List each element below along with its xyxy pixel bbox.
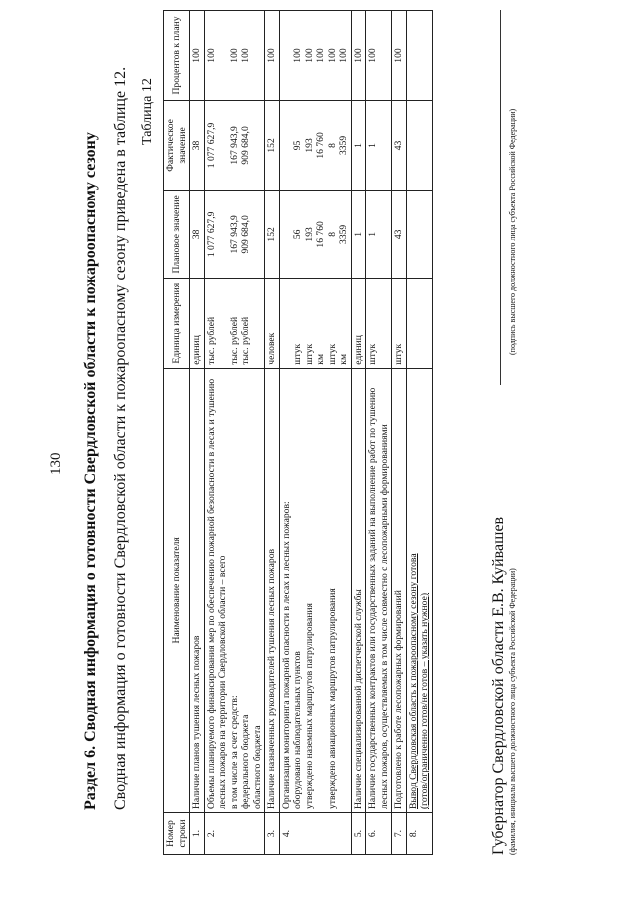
unit-line: тыс. рублей <box>240 316 251 365</box>
unit-line: тыс. рублей <box>228 316 240 365</box>
signature-line <box>500 10 501 385</box>
cell-num: 7. <box>392 813 407 855</box>
cell-num: 3. <box>265 813 280 855</box>
name-line: Подготовлено к работе лесопожарных формирований <box>393 590 404 810</box>
unit-line: км <box>338 353 349 365</box>
cell-name <box>351 368 366 812</box>
header-cell: Фактическое значение <box>164 100 190 190</box>
fact-line: 38 <box>191 140 202 151</box>
fact-line: 16 760 <box>315 132 326 159</box>
name-line: (готов/ограниченно готов/не готов – указать нужное) <box>419 592 430 810</box>
pct-line: 100 <box>352 48 364 63</box>
subtitle: Сводная информация о готовности Свердловской области к пожароопасному сезону приведена в таблице 12. <box>112 66 129 810</box>
cell-unit <box>279 278 351 368</box>
fact-line: 193 <box>303 138 315 153</box>
cell-unit <box>190 278 205 368</box>
cell-fact <box>366 100 392 190</box>
plan-line: 16 760 <box>315 221 326 248</box>
name-line: Вывод Свердловская область к пожароопасному сезону готова <box>407 553 419 810</box>
plan-line: 1 <box>352 231 364 237</box>
table-row <box>279 11 351 855</box>
name-line: утверждено наземных маршрутов патрулирования <box>303 603 315 810</box>
table-row <box>406 11 432 855</box>
cell-pct <box>204 11 265 101</box>
cell-plan <box>265 190 280 278</box>
cell-fact <box>351 100 366 190</box>
unit-line: тыс. рублей <box>205 316 217 365</box>
fact-line: 1 077 627,9 <box>205 122 217 169</box>
plan-line: 8 <box>326 231 338 237</box>
pct-line: 100 <box>292 48 303 63</box>
header-cell: Плановое значение <box>164 190 190 278</box>
cell-pct <box>279 11 351 101</box>
readiness-table <box>163 10 433 855</box>
fact-line <box>281 104 293 187</box>
unit-line: штук <box>292 343 303 365</box>
cell-unit <box>366 278 392 368</box>
page-number: 130 <box>48 452 64 475</box>
table-row <box>351 11 366 855</box>
table-label: Таблица 12 <box>140 78 155 145</box>
plan-line: 1 <box>367 231 378 237</box>
fact-line: 43 <box>393 140 404 151</box>
pct-line: 100 <box>266 48 277 63</box>
name-line: областного бюджета <box>251 725 263 810</box>
fact-line: 152 <box>266 138 277 153</box>
name-line: Наличие назначенных руководителей тушения лесных пожаров <box>266 548 277 810</box>
pct-line <box>217 14 229 97</box>
unit-line: штук <box>393 343 404 365</box>
pct-line: 100 <box>191 48 202 63</box>
plan-line: 38 <box>191 229 202 240</box>
fact-line <box>408 104 420 187</box>
cell-name <box>406 368 432 812</box>
cell-num: 2. <box>204 813 265 855</box>
plan-line: 56 <box>292 229 303 240</box>
plan-line: 43 <box>393 229 404 240</box>
name-line: Объемы планируемого финансирования мер по обеспечению пожарной безопасности в лесах и тушению лесных пожаров на территории Свердловской области – всего <box>205 378 228 810</box>
fact-line: 1 <box>367 143 378 148</box>
unit-line <box>281 282 293 365</box>
name-line: в том числе за счет средств: <box>228 695 240 810</box>
cell-pct <box>366 11 392 101</box>
unit-line: штук <box>303 343 315 365</box>
header-cell: Номер строки <box>164 813 190 855</box>
header-cell: Единица измерения <box>164 278 190 368</box>
name-line <box>315 372 327 809</box>
governor-caption: (фамилия, инициалы высшего должностного лица субъекта Российской Федерации) <box>508 568 517 855</box>
plan-line <box>281 194 293 275</box>
cell-num: 1. <box>190 813 205 855</box>
cell-plan <box>279 190 351 278</box>
cell-name <box>279 368 351 812</box>
table-row <box>265 11 280 855</box>
table-row <box>366 11 392 855</box>
table-row <box>204 11 265 855</box>
plan-line <box>217 194 229 275</box>
table-row <box>190 11 205 855</box>
cell-name <box>265 368 280 812</box>
pct-line: 100 <box>228 48 240 63</box>
name-line: утверждено авиационных маршрутов патрулирования <box>326 588 338 810</box>
plan-line: 3359 <box>338 224 349 244</box>
name-line: Наличие специализированной диспетчерской службы <box>352 589 364 810</box>
cell-name <box>392 368 407 812</box>
fact-line: 1 <box>352 143 364 148</box>
fact-line: 167 943,9 <box>228 126 240 165</box>
cell-name <box>190 368 205 812</box>
cell-pct <box>190 11 205 101</box>
cell-unit <box>204 278 265 368</box>
cell-pct <box>351 11 366 101</box>
fact-line: 8 <box>326 143 338 148</box>
plan-line: 167 943,9 <box>228 215 240 254</box>
cell-plan <box>190 190 205 278</box>
fact-line: 3359 <box>338 135 349 156</box>
cell-plan <box>406 190 432 278</box>
unit-line <box>408 282 420 365</box>
header-cell: Процентов к плану <box>164 11 190 101</box>
cell-plan <box>392 190 407 278</box>
pct-line: 100 <box>205 48 217 63</box>
unit-line: км <box>315 353 326 365</box>
name-line: федерального бюджета <box>240 714 251 810</box>
table-header-row <box>164 11 190 855</box>
plan-line: 909 684,0 <box>240 215 251 254</box>
name-line: Наличие планов тушения лесных пожаров <box>191 635 202 810</box>
plan-line <box>408 194 420 275</box>
cell-fact <box>279 100 351 190</box>
pct-line: 100 <box>303 48 315 63</box>
cell-fact <box>190 100 205 190</box>
plan-line: 1 077 627,9 <box>205 211 217 258</box>
fact-line <box>217 104 229 187</box>
cell-num: 5. <box>351 813 366 855</box>
cell-pct <box>392 11 407 101</box>
unit-line: единиц <box>352 335 364 365</box>
fact-line: 909 684,0 <box>240 126 251 165</box>
cell-fact <box>204 100 265 190</box>
cell-plan <box>351 190 366 278</box>
signature-caption: (подпись высшего должностного лица субъекта Российской Федерации) <box>508 108 517 355</box>
cell-name <box>366 368 392 812</box>
plan-line: 152 <box>266 227 277 242</box>
unit-line: единиц <box>191 335 202 365</box>
cell-num: 6. <box>366 813 392 855</box>
plan-line: 193 <box>303 227 315 242</box>
pct-line <box>281 14 293 97</box>
pct-line: 100 <box>240 48 251 63</box>
cell-unit <box>351 278 366 368</box>
header-cell: Наименование показателя <box>164 368 190 812</box>
cell-unit <box>265 278 280 368</box>
cell-name <box>204 368 265 812</box>
cell-plan <box>204 190 265 278</box>
pct-line: 100 <box>326 48 338 63</box>
unit-line <box>217 282 229 365</box>
pct-line <box>408 14 420 97</box>
cell-num: 4. <box>279 813 351 855</box>
unit-line: штук <box>326 343 338 365</box>
name-line: Организация мониторинга пожарной опасности в лесах и лесных пожаров: <box>280 501 292 810</box>
cell-fact <box>392 100 407 190</box>
cell-pct <box>406 11 432 101</box>
pct-line: 100 <box>315 48 326 63</box>
cell-plan <box>366 190 392 278</box>
fact-line: 95 <box>292 140 303 151</box>
unit-line: человек <box>266 332 277 365</box>
pct-line: 100 <box>338 48 349 63</box>
cell-num: 8. <box>406 813 432 855</box>
cell-fact <box>406 100 432 190</box>
cell-fact <box>265 100 280 190</box>
pct-line: 100 <box>393 48 404 63</box>
cell-unit <box>392 278 407 368</box>
name-line: Наличие государственных контрактов или государственных заданий на выполнение работ по тушению лесных пожаров, осуществляемых в том числе совместно с лесопожарными формированиями <box>367 387 390 810</box>
cell-pct <box>265 11 280 101</box>
cell-unit <box>406 278 432 368</box>
name-line: оборудовано наблюдательных пунктов <box>292 651 303 810</box>
unit-line: штук <box>367 343 378 365</box>
pct-line: 100 <box>367 48 378 63</box>
governor-line: Губернатор Свердловской области Е.В. Куйвашев <box>490 516 507 855</box>
table-row <box>392 11 407 855</box>
section-title: Раздел 6. Сводная информация о готовности Свердловской области к пожароопасному сезону <box>82 132 99 810</box>
